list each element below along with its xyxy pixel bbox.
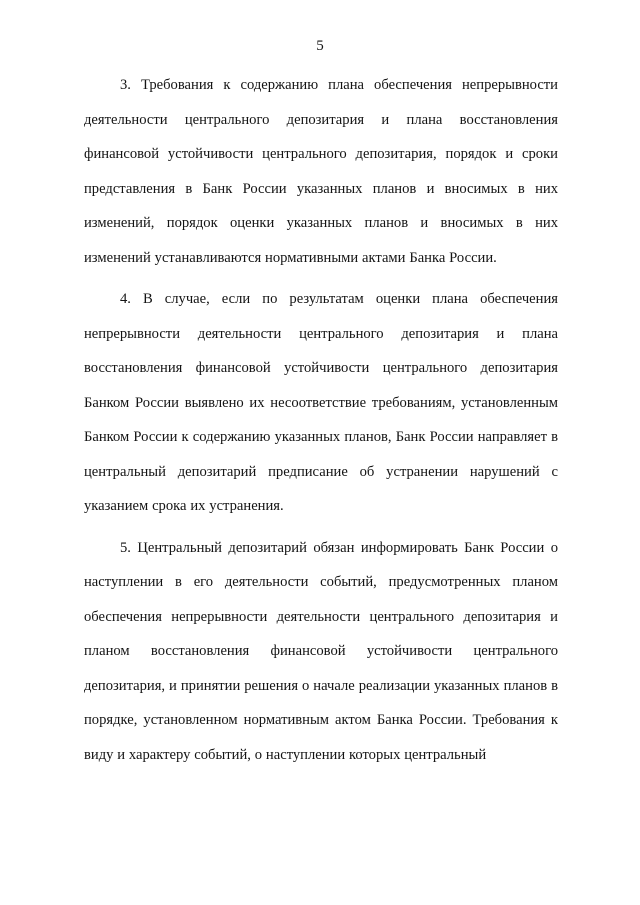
document-body	[84, 68, 558, 772]
paragraph-4: 4. В случае, если по результатам оценки плана обеспечения непрерывности деятельности центрального депозитария и плана восстановления финансовой устойчивости центрального депозитария Банком России выявлено их несоответствие требованиям, установленным Банком России к содержанию указанных планов, Банк России направляет в центральный депозитарий предписание об устранении нарушений с указанием срока их устранения.	[84, 291, 558, 514]
page-number: 5	[316, 38, 324, 54]
paragraph-5: 5. Центральный депозитарий обязан информировать Банк России о наступлении в его деятельности событий, предусмотренных планом обеспечения непрерывности деятельности центрального депозитария и планом восстановления финансовой устойчивости центрального депозитария, и принятии решения о начале реализации указанных планов в порядке, установленном нормативным актом Банка России. Требования к виду и характеру событий, о наступлении которых центральный	[84, 539, 558, 763]
paragraph-3: 3. Требования к содержанию плана обеспечения непрерывности деятельности центрального депозитария и плана восстановления финансовой устойчивости центрального депозитария, порядок и сроки представления в Банк России указанных планов и вносимых в них изменений, порядок оценки указанных планов и вносимых в них изменений устанавливаются нормативными актами Банка России.	[84, 77, 558, 266]
